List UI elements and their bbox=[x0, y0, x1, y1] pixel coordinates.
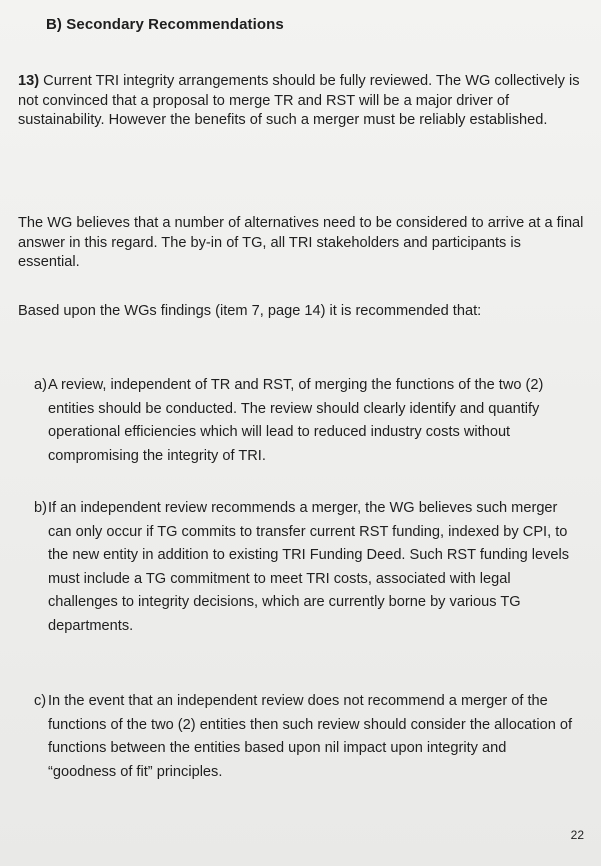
list-item-a bbox=[34, 374, 574, 468]
list-item-text: If an independent review recommends a merger, the WG believes such merger can only occur if TG commits to transfer current RST funding, indexed by CPI, to the new entity in addition to existing TRI Funding Deed. Such RST funding levels must include a TG commitment to meet TRI costs, associated with legal challenges to integrity decisions, which are currently borne by various TG departments. bbox=[48, 500, 570, 634]
page-number: 22 bbox=[570, 828, 584, 842]
list-item-letter: a) bbox=[34, 377, 47, 393]
paragraph-alternatives: The WG believes that a number of alternatives need to be considered to arrive at a final answer in this regard. The by-in of TG, all TRI stakeholders and participants is essential. bbox=[18, 215, 584, 270]
list-item-text: In the event that an independent review does not recommend a merger of the functions of the two (2) entities then such review should consider the allocation of functions between the entities based upon nil impact upon integrity and “goodness of fit” principles. bbox=[48, 693, 573, 780]
section-heading: B) Secondary Recommendations bbox=[46, 16, 284, 33]
recommendation-text: Current TRI integrity arrangements should be fully reviewed. The WG collectively is not convinced that a proposal to merge TR and RST will be a major driver of sustainability. However the benefits of such a merger must be reliably established. bbox=[18, 73, 580, 128]
recommendation-13 bbox=[18, 72, 586, 131]
recommendation-number: 13) bbox=[18, 73, 40, 89]
list-item-b bbox=[34, 497, 574, 638]
list-item-text: A review, independent of TR and RST, of merging the functions of the two (2) entities should be conducted. The review should clearly identify and quantify operational efficiencies which will lead to reduced industry costs without compromising the integrity of TRI. bbox=[48, 377, 544, 464]
list-item-letter: c) bbox=[34, 693, 47, 709]
paragraph-based-upon: Based upon the WGs findings (item 7, page 14) it is recommended that: bbox=[18, 303, 482, 319]
list-item-c bbox=[34, 690, 574, 784]
list-item-letter: b) bbox=[34, 500, 47, 516]
